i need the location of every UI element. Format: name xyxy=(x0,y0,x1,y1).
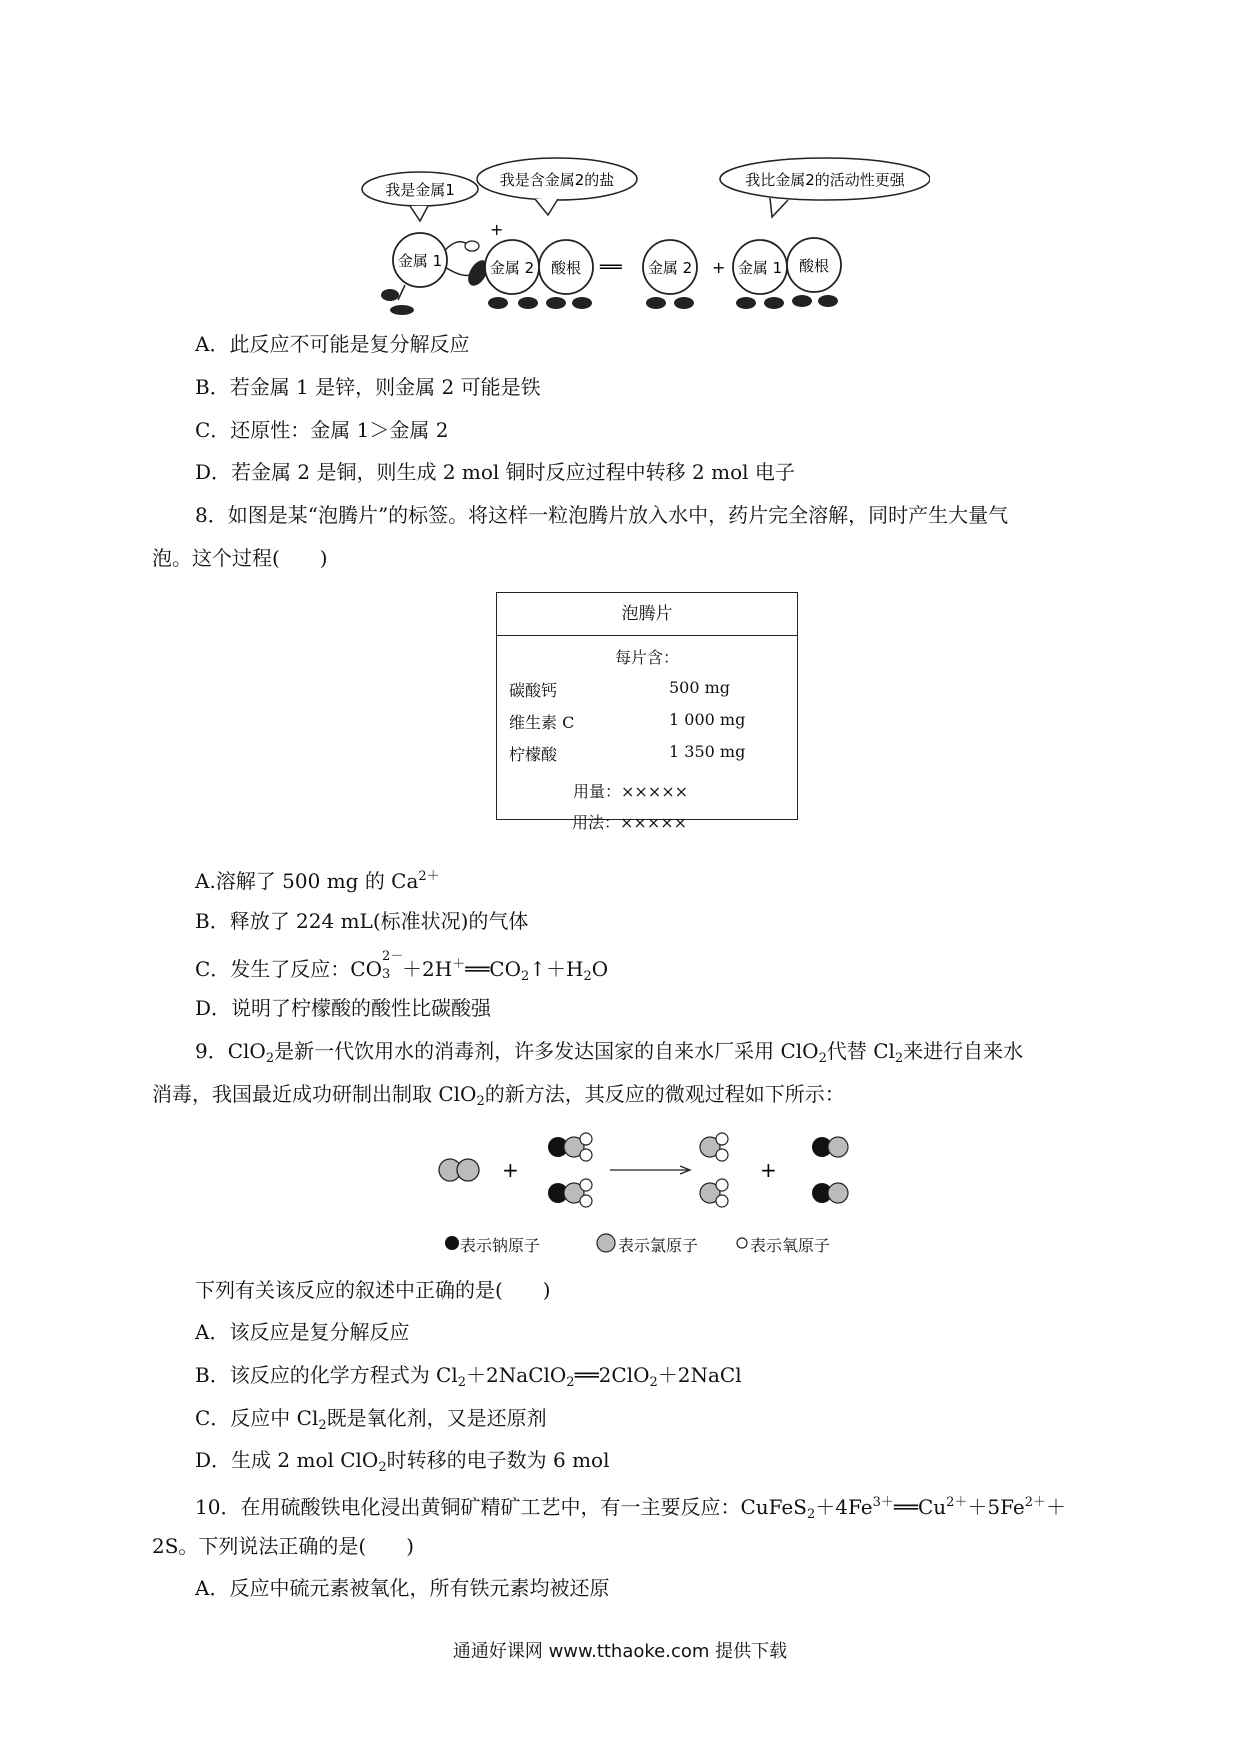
label-each: 每片含： xyxy=(615,648,680,667)
label-row3-name: 柠檬酸 xyxy=(509,745,558,764)
oxygen-atom xyxy=(580,1179,592,1191)
oxygen-atom xyxy=(580,1149,592,1161)
svg-text:酸根: 酸根 xyxy=(550,259,582,277)
svg-text:金属 1: 金属 1 xyxy=(737,259,783,277)
q9-option-b: B．该反应的化学方程式为 $Cl_2+2NaClO_2══2ClO_2+2NaCl$ xyxy=(195,1363,742,1390)
q8-option-c: C．发生了反应：CO 2－ 3 $+2H^+══CO_2↑+H_2O$ xyxy=(195,949,609,984)
oxygen-atom xyxy=(716,1149,728,1161)
q8-stem-line2: 泡。这个过程( ) xyxy=(152,546,328,570)
label-row3-value: 1 350 mg xyxy=(669,742,746,761)
bubble3-text: 我比金属2的活动性更强 xyxy=(745,171,905,189)
sodium-legend-icon xyxy=(445,1236,459,1250)
q9-stem-line2: 消毒，我国最近成功研制出制取 ClO$_2$的新方法，其反应的微观过程如下所示： xyxy=(152,1082,845,1109)
legend-chlorine-text: 表示氯原子 xyxy=(618,1236,699,1255)
naclo2-molecule xyxy=(548,1133,592,1161)
clo2-molecule xyxy=(700,1179,728,1207)
svg-text:+: + xyxy=(760,1158,777,1182)
label-row2-name: 维生素 C xyxy=(509,713,575,732)
q9-option-a: A．该反应是复分解反应 xyxy=(195,1320,410,1344)
oxygen-atom xyxy=(580,1133,592,1145)
oxygen-atom xyxy=(716,1133,728,1145)
q10-stem-line2: 2S。下列说法正确的是( ) xyxy=(152,1534,415,1558)
q7-option-c: C．还原性：金属 1＞金属 2 xyxy=(195,418,449,442)
naclo2-molecule xyxy=(548,1179,592,1207)
svg-text:+: + xyxy=(502,1158,519,1182)
oxygen-atom xyxy=(716,1195,728,1207)
oxygen-atom xyxy=(580,1195,592,1207)
molecule-reaction-diagram xyxy=(430,1125,870,1240)
q10-stem-line1: 10．在用硫酸铁电化浸出黄铜矿精矿工艺中，有一主要反应：$CuFeS_2+4Fe^{3+}══Cu^{2+}+5Fe^{2+}+$ xyxy=(195,1495,1067,1522)
q8-stem-line1: 8．如图是某“泡腾片”的标签。将这样一粒泡腾片放入水中，药片完全溶解，同时产生大量气 xyxy=(195,503,1009,527)
effervescent-tablet-label xyxy=(496,592,798,820)
q10-option-a: A．反应中硫元素被氧化，所有铁元素均被还原 xyxy=(195,1576,610,1600)
label-row2-value: 1 000 mg xyxy=(669,710,746,729)
bubble1-text: 我是金属1 xyxy=(385,181,455,199)
nacl-molecule xyxy=(812,1137,848,1157)
page-footer: 通通好课网 www.tthaoke.com 提供下载 xyxy=(452,1641,788,1662)
q7-option-b: B．若金属 1 是锌，则金属 2 可能是铁 xyxy=(195,375,541,399)
oxygen-atom xyxy=(716,1179,728,1191)
bubble2-text: 我是含金属2的盐 xyxy=(499,171,615,189)
label-row1-value: 500 mg xyxy=(669,678,731,697)
chlorine-legend-icon xyxy=(597,1234,615,1252)
svg-text:+: + xyxy=(712,258,726,277)
label-dose: 用量：××××× xyxy=(573,782,689,801)
q9-question: 下列有关该反应的叙述中正确的是( ) xyxy=(195,1278,551,1302)
nacl-molecule xyxy=(812,1183,848,1203)
q9-option-c: C．反应中 $Cl_2$既是氧化剂，又是还原剂 xyxy=(195,1406,547,1433)
q7-option-a: A．此反应不可能是复分解反应 xyxy=(195,332,470,356)
q8-option-a: A.溶解了 500 mg 的 $Ca^{2+}$ xyxy=(195,869,440,893)
q8-option-b: B．释放了 224 mL(标准状况)的气体 xyxy=(195,909,529,933)
legend-sodium-text: 表示钠原子 xyxy=(460,1236,541,1255)
svg-text:金属 2: 金属 2 xyxy=(489,259,535,277)
label-row1-name: 碳酸钙 xyxy=(509,681,558,700)
svg-text:+: + xyxy=(490,220,504,239)
q9-stem-line1: 9．ClO$_2$是新一代饮用水的消毒剂，许多发达国家的自来水厂采用 ClO$_2$代替 $Cl_2$来进行自来水 xyxy=(195,1039,1024,1066)
svg-text:金属 2: 金属 2 xyxy=(647,259,693,277)
chlorine-atom xyxy=(828,1137,848,1157)
q8-option-d: D．说明了柠檬酸的酸性比碳酸强 xyxy=(195,996,492,1020)
clo2-molecule xyxy=(700,1133,728,1161)
svg-text:酸根: 酸根 xyxy=(798,257,830,275)
label-usage: 用法：××××× xyxy=(572,813,688,832)
svg-text:══: ══ xyxy=(600,257,622,278)
metal-reaction-cartoon xyxy=(350,155,930,315)
chlorine-atom xyxy=(457,1159,479,1181)
svg-text:金属 1: 金属 1 xyxy=(397,252,443,270)
oxygen-legend-icon xyxy=(737,1238,747,1248)
chlorine-atom xyxy=(828,1183,848,1203)
q7-option-d: D．若金属 2 是铜，则生成 2 mol 铜时反应过程中转移 2 mol 电子 xyxy=(195,460,795,484)
legend-oxygen-text: 表示氧原子 xyxy=(750,1236,831,1255)
q9-option-d: D．生成 2 mol ClO$_2$时转移的电子数为 6 mol xyxy=(195,1448,610,1475)
label-title: 泡腾片 xyxy=(497,593,797,636)
